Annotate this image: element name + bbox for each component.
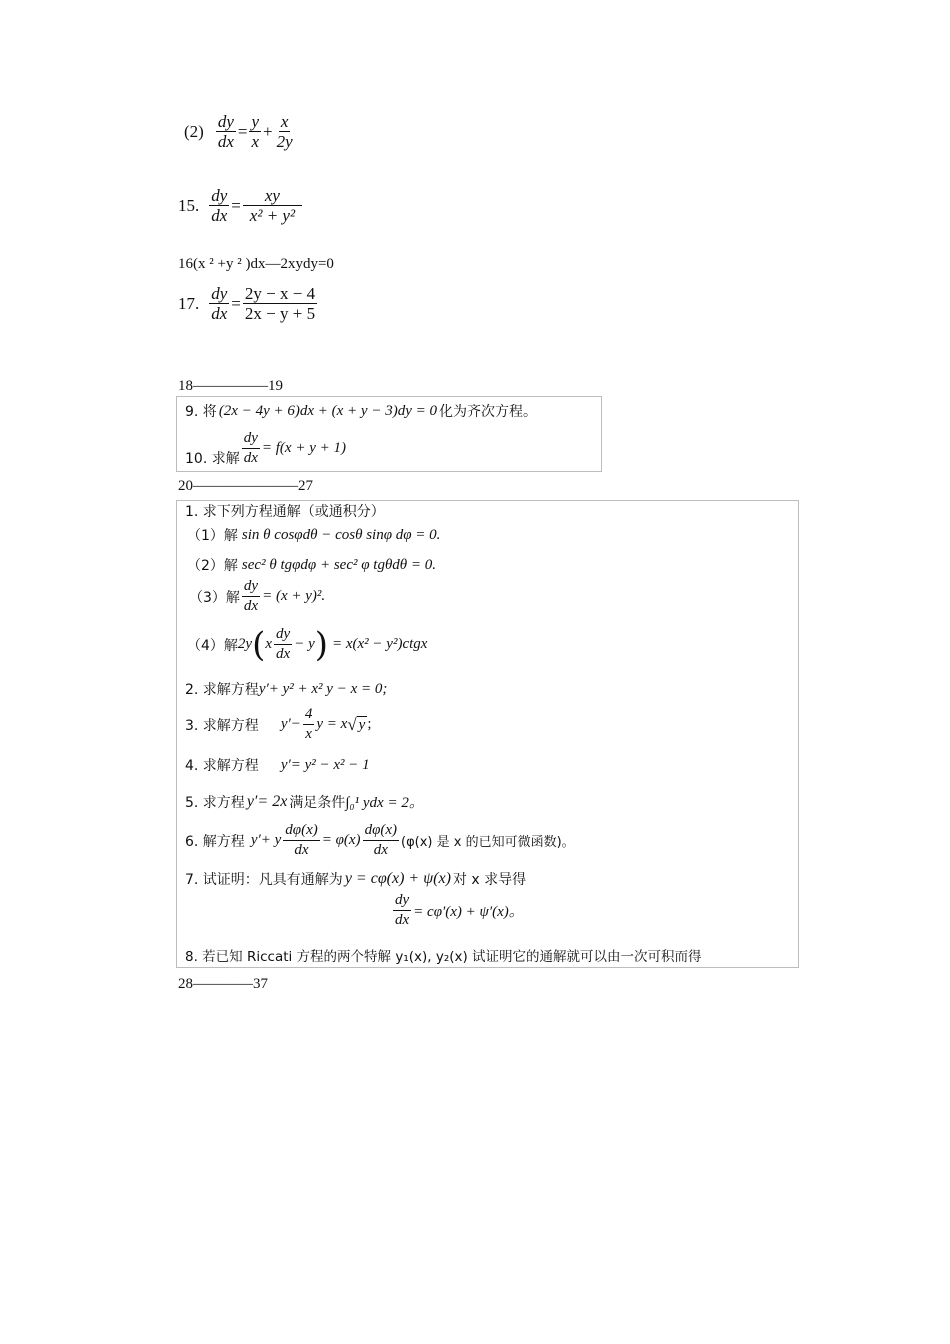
separator-18-19: 18—————19 — [178, 378, 283, 394]
denominator: dx — [243, 450, 258, 466]
numerator: dy — [393, 891, 411, 911]
problem-4 — [185, 755, 370, 775]
problem-expression: = φ(x) — [321, 832, 361, 848]
fraction — [209, 284, 229, 323]
separator-28-37: 28————37 — [178, 976, 268, 992]
problem-expression: y′= 2x — [246, 792, 288, 810]
numerator: dy — [211, 186, 228, 205]
numerator: dy — [217, 112, 234, 131]
fraction — [243, 284, 317, 323]
denominator: x — [251, 132, 260, 151]
problem-label: （2）解 — [187, 558, 238, 574]
fraction — [216, 112, 236, 151]
equals-sign: = — [237, 121, 248, 141]
problem-1-4 — [187, 625, 427, 664]
problem-text: 满足条件 — [289, 794, 346, 811]
problem-label: 3. 求解方程 — [185, 717, 259, 734]
problem-expression: x — [265, 636, 273, 652]
problem-1-2 — [187, 555, 436, 575]
problems-box-1 — [176, 396, 602, 472]
problem-text: 对 x 求导得 — [452, 872, 527, 888]
numerator: xy — [243, 186, 302, 206]
left-paren: ( — [252, 624, 266, 665]
problem-expression: y′= y² − x² − 1 — [280, 756, 370, 773]
equals-sign: = — [231, 195, 241, 215]
numerator: y — [251, 112, 260, 131]
denominator: dx — [276, 646, 291, 662]
problem-10 — [185, 429, 346, 468]
problem-expression: = f(x + y + 1) — [261, 440, 346, 456]
problem-expression: y = x — [316, 716, 348, 732]
problem-9 — [185, 401, 537, 421]
fraction — [393, 891, 411, 930]
numerator: dy — [242, 577, 260, 597]
problem-7-result — [391, 891, 524, 930]
fraction — [242, 577, 260, 616]
fraction — [274, 625, 292, 664]
numerator: dφ(x) — [363, 821, 399, 841]
problem-1: 1. 求下列方程通解（或通积分） — [185, 504, 385, 520]
problem-expression: 2y — [237, 636, 253, 652]
fraction — [243, 186, 302, 225]
denominator: dx — [211, 304, 228, 323]
denominator: 2y — [276, 132, 293, 151]
equation-15 — [178, 186, 304, 225]
problem-label: 9. 将 — [185, 404, 217, 420]
denominator: x² + y² — [249, 206, 296, 225]
equation-number: 17. — [178, 293, 200, 313]
problem-label: （4）解 — [187, 637, 238, 654]
problem-expression: y′+ y — [250, 832, 282, 848]
problem-5 — [185, 791, 424, 812]
denominator: 2x − y + 5 — [244, 304, 316, 323]
denominator: dx — [294, 842, 309, 858]
numerator: dy — [211, 284, 228, 303]
semicolon: ; — [367, 716, 372, 732]
problem-expression: y = cφ(x) + ψ(x) — [344, 870, 451, 887]
problem-text: 化为齐次方程。 — [438, 404, 537, 420]
problem-label: 5. 求方程 — [185, 794, 245, 811]
problem-label: 4. 求解方程 — [185, 758, 259, 774]
numerator: 2y − x − 4 — [244, 284, 316, 303]
fraction — [249, 112, 261, 151]
numerator: dy — [274, 625, 292, 645]
problems-box-2 — [176, 500, 799, 968]
problem-expression: = x(x² − y²)ctgx — [332, 636, 428, 652]
equation-17 — [178, 284, 319, 323]
problem-expression: sin θ cosφdθ − cosθ sinφ dφ = 0. — [241, 526, 441, 543]
problem-label: 10. 求解 — [185, 450, 240, 467]
right-paren: ) — [314, 624, 328, 665]
problem-expression: y′− — [280, 716, 301, 732]
sqrt-sign: √ — [347, 714, 357, 734]
plus-sign: + — [263, 121, 273, 141]
problem-3 — [185, 705, 372, 744]
problem-2 — [185, 679, 387, 699]
fraction — [303, 705, 315, 744]
numerator: dφ(x) — [283, 821, 319, 841]
fraction — [209, 186, 229, 225]
problem-label: 7. 试证明：凡具有通解为 — [185, 872, 343, 888]
problem-label: （3）解 — [189, 589, 240, 606]
fraction — [242, 429, 260, 468]
problem-expression: = cφ′(x) + ψ′(x)。 — [413, 904, 524, 920]
denominator: dx — [243, 598, 259, 614]
equation-number: (2) — [184, 121, 204, 141]
problem-1-3 — [189, 577, 325, 616]
equals-sign: = — [231, 293, 241, 313]
problem-label: 6. 解方程 — [185, 833, 245, 850]
sqrt-radicand: y — [358, 716, 366, 733]
denominator: dx — [211, 206, 228, 225]
problem-8: 8. 若已知 Riccati 方程的两个特解 y₁(x), y₂(x) 试证明它的通解就可以由一次可积而得 — [185, 949, 702, 965]
numerator: 4 — [303, 705, 315, 725]
numerator: x — [280, 112, 289, 131]
problem-7 — [185, 869, 526, 889]
separator-20-27: 20———————27 — [178, 478, 313, 494]
fraction — [363, 821, 399, 860]
problem-text: (φ(x) 是 x 的已知可微函数)。 — [401, 835, 575, 850]
problem-1-1 — [187, 525, 440, 545]
problem-expression: − y — [294, 636, 315, 652]
problem-expression: = (x + y)². — [262, 588, 326, 604]
denominator: dx — [217, 132, 234, 151]
problem-expression: (2x − 4y + 6)dx + (x + y − 3)dy = 0 — [218, 402, 437, 419]
equation-number: 15. — [178, 195, 200, 215]
problem-6 — [185, 821, 575, 860]
fraction — [275, 112, 295, 151]
equation-2 — [184, 112, 297, 151]
equation-16: 16(x ² +y ² )dx—2xydy=0 — [178, 256, 334, 272]
fraction — [283, 821, 319, 860]
problem-expression: y′+ y² + x² y − x = 0; — [258, 680, 388, 697]
problem-expression: sec² θ tgφdφ + sec² φ tgθdθ = 0. — [241, 556, 437, 573]
denominator: dx — [373, 842, 388, 858]
problem-label: 2. 求解方程 — [185, 682, 259, 698]
numerator: dy — [242, 429, 260, 449]
problem-expression: ∫₀¹ ydx = 2。 — [345, 795, 424, 811]
denominator: dx — [395, 912, 410, 928]
problem-label: （1）解 — [187, 528, 238, 544]
denominator: x — [305, 726, 312, 742]
